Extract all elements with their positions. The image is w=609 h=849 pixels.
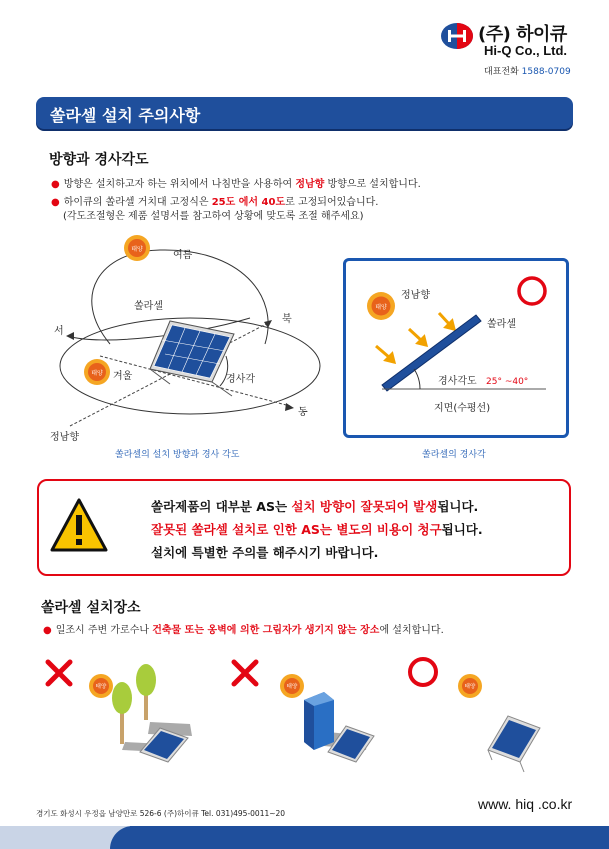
sun-label: 태양 (464, 684, 476, 690)
east-label: 동 (298, 407, 308, 418)
sun-label: 태양 (286, 684, 298, 690)
tilt-angle-value: 25° ~40° (486, 377, 529, 387)
logo-subtitle: Hi-Q Co., Ltd. (484, 43, 568, 58)
footer-bar (0, 826, 609, 849)
warning-line-2: 잘못된 쏠라셀 설치로 인한 AS는 별도의 비용이 청구됩니다. (151, 522, 483, 537)
warning-triangle-icon (49, 497, 109, 553)
bullet-angle: ● 하이큐의 쏠라셀 거치대 고정식은 25도 에서 40도로 고정되어있습니다. (51, 197, 379, 208)
phone-number: 1588-0709 (521, 67, 571, 77)
solar-panel-icon (328, 726, 374, 762)
tilt-label: 경사각 (226, 374, 255, 385)
section-heading-direction: 방향과 경사각도 (49, 152, 149, 168)
building-icon (304, 692, 334, 750)
wrong-x-icon (234, 662, 256, 684)
company-logo (440, 16, 590, 78)
website-link[interactable]: www. hiq .co.kr (478, 796, 573, 812)
sun-label: 태양 (95, 684, 107, 690)
winter-label: 겨울 (113, 371, 133, 382)
winter-sun-label: 태양 (91, 370, 103, 377)
warning-line-3: 설치에 특별한 주의를 해주시기 바랍니다. (151, 545, 379, 560)
west-arrow-icon (66, 332, 74, 340)
wrong-x-icon (48, 662, 70, 684)
correct-o-icon (410, 659, 436, 685)
phone-label: 대표전화 (484, 67, 519, 77)
south-label: 정남향 (401, 290, 430, 301)
direction-diagram (40, 236, 340, 443)
footer-address: 경기도 화성시 우정읍 남양만로 526-6 (주)하이큐 Tel. 031)495-0011~20 (36, 809, 286, 818)
east-arrow-icon (285, 403, 294, 411)
correct-o-icon (519, 278, 545, 304)
sunlight-arrows (376, 313, 454, 362)
tree-shadow-scene (40, 650, 220, 775)
south-label: 정남향 (50, 432, 79, 443)
hiq-logo-icon (440, 22, 474, 50)
ground-label: 지면(수평선) (434, 403, 491, 414)
tilt-diagram-box (343, 258, 569, 438)
solar-cell-label: 쏠라셀 (487, 319, 516, 330)
solar-panel-icon (488, 716, 540, 772)
tree-icon (112, 682, 132, 744)
section-heading-location: 쏠라셀 설치장소 (41, 600, 141, 616)
bullet-direction: ● 방향은 설치하고자 하는 위치에서 나침반을 사용하여 정남향 방향으로 설치합니다. (51, 179, 421, 190)
clear-location-scene (400, 650, 580, 775)
summer-label: 여름 (173, 250, 193, 261)
building-shadow-scene (228, 650, 398, 775)
west-label: 서 (54, 326, 64, 337)
north-label: 북 (282, 314, 292, 325)
solar-cell-label: 쏠라셀 (134, 301, 163, 312)
warning-line-1: 쏠라제품의 대부분 AS는 설치 방향이 잘못되어 발생됩니다. (151, 499, 479, 514)
page-title-bar (36, 97, 573, 129)
tilt-angle-arc (414, 369, 420, 389)
tilt-diagram (346, 261, 566, 435)
sun-label: 태양 (375, 304, 387, 311)
warning-box (37, 479, 571, 576)
bullet-angle-note: (각도조절형은 제품 설명서를 참고하여 상황에 맞도록 조절 해주세요) (63, 211, 364, 222)
tree-icon (136, 664, 156, 720)
summer-sun-label: 태양 (131, 246, 143, 253)
logo-phone (484, 64, 571, 77)
page-title: 쏠라셀 설치 주의사항 (50, 106, 201, 125)
right-diagram-caption: 쏠라셀의 경사각 (422, 450, 486, 460)
logo-title: (주) 하이큐 (478, 24, 567, 45)
bullet-location: ● 일조시 주변 가로수나 건축물 또는 옹벽에 의한 그림자가 생기지 않는 장소에 설치합니다. (43, 625, 444, 636)
tilt-angle-label: 경사각도 (438, 376, 477, 387)
left-diagram-caption: 쏠라셀의 설치 방향과 경사 각도 (115, 450, 240, 460)
